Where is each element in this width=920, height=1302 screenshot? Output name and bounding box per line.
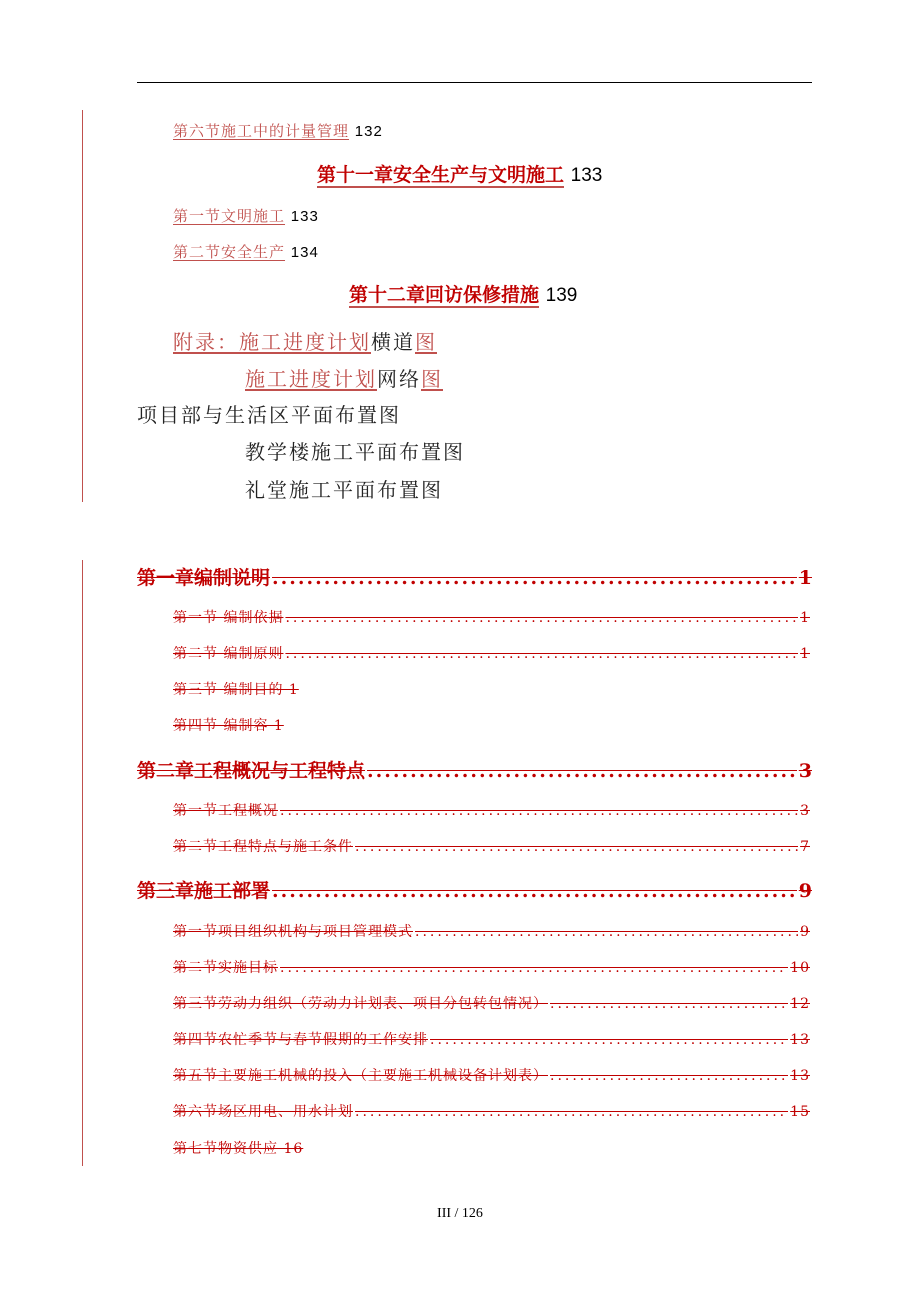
appendix-link[interactable]: 图 (415, 330, 437, 354)
toc-section[interactable] (173, 715, 810, 735)
toc-entry-old[interactable] (173, 205, 319, 226)
dot-leader (367, 760, 797, 782)
toc-chapter-2[interactable] (137, 756, 812, 783)
toc-title[interactable]: 第二节工程特点与施工条件 (173, 839, 353, 855)
appendix-link[interactable]: 图 (421, 367, 443, 391)
toc-section[interactable] (173, 607, 810, 627)
page-number: 10 (790, 960, 810, 976)
page-number: 1 (800, 610, 810, 626)
appendix-text: 网络 (377, 367, 421, 391)
page-number: 133 (570, 165, 603, 186)
toc-section[interactable] (173, 800, 810, 820)
dot-leader (285, 646, 798, 662)
toc-section[interactable] (173, 993, 810, 1013)
toc-chapter-3[interactable] (137, 876, 812, 903)
page-number: 13 (790, 1068, 810, 1084)
chapter-entry-old[interactable] (317, 160, 602, 187)
dot-leader (280, 960, 788, 976)
toc-section[interactable] (173, 1101, 810, 1121)
chapter-entry-old[interactable] (349, 280, 577, 307)
dot-leader (415, 924, 798, 940)
dot-leader (285, 610, 798, 626)
page-number: 1 (798, 567, 812, 589)
toc-section[interactable] (173, 643, 810, 663)
page-number: 133 (290, 208, 319, 225)
toc-title[interactable]: 第一节工程概况 (173, 803, 278, 819)
chapter-link[interactable]: 第十二章回访保修措施 (349, 284, 540, 306)
dot-leader (280, 803, 798, 819)
page-number: 7 (800, 839, 810, 855)
toc-title[interactable]: 第三节 编制目的 1 (173, 682, 299, 698)
dot-leader (272, 880, 797, 902)
page-number: 134 (290, 244, 319, 261)
page-number: 139 (545, 285, 578, 306)
page-number: 12 (790, 996, 810, 1012)
page-number: 9 (798, 880, 812, 902)
toc-link[interactable]: 第一节文明施工 (173, 207, 286, 225)
toc-title[interactable]: 第三节劳动力组织（劳动力计划表、项目分包转包情况） (173, 996, 548, 1012)
appendix-link[interactable]: 施工进度计划 (245, 367, 377, 391)
toc-section[interactable] (173, 921, 810, 941)
toc-section[interactable] (173, 1138, 810, 1158)
appendix-line-2[interactable] (137, 363, 443, 392)
toc-section[interactable] (173, 1065, 810, 1085)
header-rule (137, 82, 812, 83)
toc-section[interactable] (173, 836, 810, 856)
toc-title[interactable]: 第一节 编制依据 (173, 610, 284, 626)
appendix-line-5: 礼堂施工平面布置图 (245, 478, 443, 502)
toc-entry-old[interactable] (173, 120, 383, 141)
toc-title[interactable]: 第四节 编制容 1 (173, 718, 284, 734)
toc-section[interactable] (173, 679, 810, 699)
page-number: 9 (800, 924, 810, 940)
dot-leader (355, 839, 798, 855)
appendix-label[interactable]: 附录： (173, 330, 239, 354)
change-bar (82, 110, 83, 502)
toc-title[interactable]: 第一章编制说明 (137, 567, 271, 589)
page-footer: III / 126 (437, 1206, 483, 1221)
toc-section[interactable] (173, 1029, 810, 1049)
page-number: 13 (790, 1032, 810, 1048)
appendix-line-4: 教学楼施工平面布置图 (245, 440, 465, 464)
toc-title[interactable]: 第一节项目组织机构与项目管理模式 (173, 924, 413, 940)
dot-leader (550, 1068, 788, 1084)
toc-title[interactable]: 第六节场区用电、用水计划 (173, 1104, 353, 1120)
toc-title[interactable]: 第三章施工部署 (137, 880, 271, 902)
appendix-text: 横道 (371, 330, 415, 354)
change-bar (82, 560, 83, 1166)
appendix-line-1[interactable] (137, 326, 437, 355)
toc-title[interactable]: 第二章工程概况与工程特点 (137, 760, 366, 782)
toc-link[interactable]: 第六节施工中的计量管理 (173, 122, 350, 140)
dot-leader (272, 567, 797, 589)
chapter-link[interactable]: 第十一章安全生产与文明施工 (317, 164, 565, 186)
toc-title[interactable]: 第二节 编制原则 (173, 646, 284, 662)
dot-leader (355, 1104, 788, 1120)
toc-title[interactable]: 第四节农忙季节与春节假期的工作安排 (173, 1032, 428, 1048)
appendix-link[interactable]: 施工进度计划 (239, 330, 371, 354)
dot-leader (430, 1032, 788, 1048)
toc-section[interactable] (173, 957, 810, 977)
toc-chapter-1[interactable] (137, 563, 812, 590)
toc-link[interactable]: 第二节安全生产 (173, 243, 286, 261)
page-number: 132 (354, 123, 383, 140)
toc-title[interactable]: 第七节物资供应 16 (173, 1141, 304, 1157)
toc-title[interactable]: 第五节主要施工机械的投入（主要施工机械设备计划表） (173, 1068, 548, 1084)
dot-leader (550, 996, 788, 1012)
page-number: 3 (798, 760, 812, 782)
page-number: 15 (790, 1104, 810, 1120)
page-number: 3 (800, 803, 810, 819)
page-number: 1 (800, 646, 810, 662)
appendix-line-3: 项目部与生活区平面布置图 (137, 403, 401, 427)
toc-title[interactable]: 第二节实施目标 (173, 960, 278, 976)
toc-entry-old[interactable] (173, 241, 319, 262)
